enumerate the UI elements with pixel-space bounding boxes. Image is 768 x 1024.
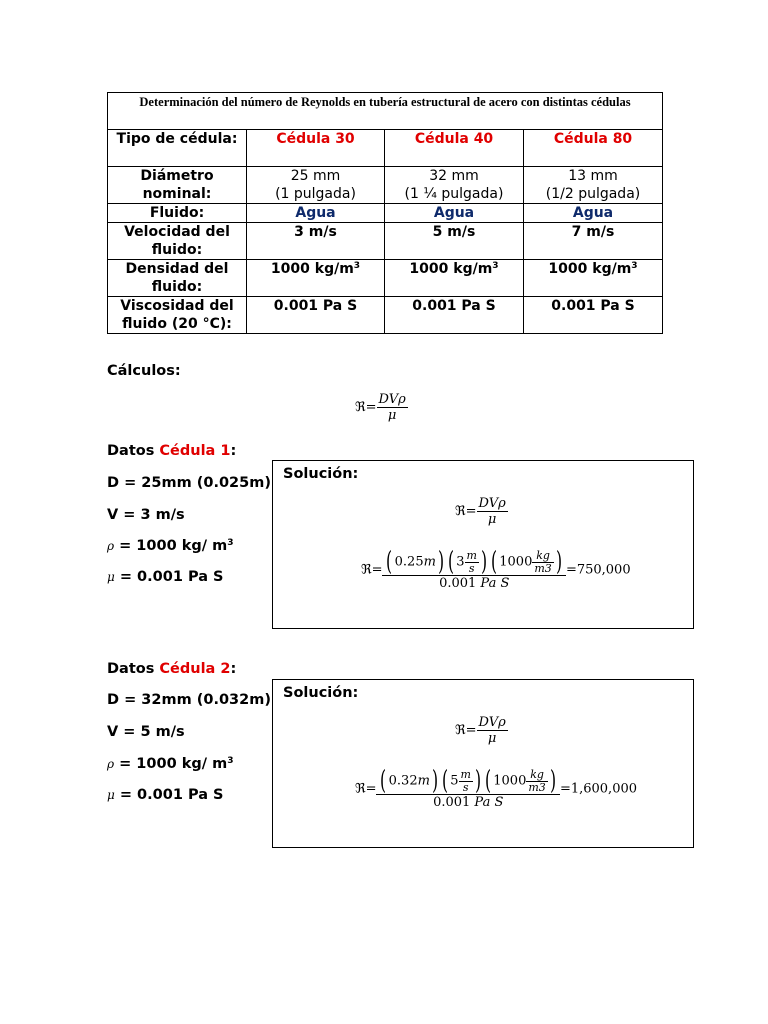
formula-numerator: DVρ <box>478 715 506 730</box>
calc-result: =1,600,000 <box>559 781 638 797</box>
cell-viscosidad-1: 0.001 Pa S <box>247 297 385 334</box>
diametro-value: 25 mm <box>290 168 341 184</box>
datos-v-2: V = 5 m/s <box>107 724 185 740</box>
formula-denominator: μ <box>477 730 508 746</box>
densidad-value: 1000 kg/m <box>409 261 493 277</box>
datos-colon: : <box>230 443 237 459</box>
rho-value: 1000 <box>499 554 533 570</box>
rho-symbol: ρ <box>107 539 115 553</box>
rho-value: = 1000 kg/ m <box>114 756 228 772</box>
row-label-tipo: Tipo de cédula: <box>108 130 247 167</box>
d-unit: m <box>423 554 436 570</box>
cell-tipo-3: Cédula 80 <box>524 130 663 167</box>
datos-cedula: Cédula 1 <box>159 443 231 459</box>
datos-d-1: D = 25mm (0.025m) <box>107 475 271 491</box>
datos-v-1: V = 3 m/s <box>107 507 185 523</box>
calc-numerator: ( 0.25m) ( 3 $\frac{m}{s}$ ) ( 1000 $\frac{kg}{m3}$ ) <box>386 547 562 577</box>
row-label-velocidad: Velocidad del fluido: <box>108 223 247 260</box>
rho-unit <box>526 769 547 794</box>
datos-prefix: Datos <box>107 661 160 677</box>
rho-value: = 1000 kg/ m <box>114 538 228 554</box>
datos-cedula: Cédula 2 <box>159 661 231 677</box>
cell-densidad-2 <box>385 260 524 297</box>
v-unit <box>459 769 473 794</box>
datos-prefix: Datos <box>107 443 160 459</box>
densidad-exponent: 3 <box>631 261 638 271</box>
v-unit-den: s <box>465 562 479 575</box>
row-label-diametro: Diámetro nominal: <box>108 167 247 204</box>
calc-denominator <box>382 575 565 591</box>
datos-heading-2 <box>107 661 236 677</box>
equals-sign: = <box>465 504 477 519</box>
den-unit: Pa S <box>474 795 504 810</box>
solucion-box-2 <box>272 679 694 848</box>
den-value: 0.001 <box>439 576 477 591</box>
diametro-value: 32 mm <box>429 168 479 184</box>
densidad-exponent: 3 <box>353 261 361 271</box>
d-unit: m <box>417 773 430 789</box>
rho-exponent: 3 <box>227 756 234 766</box>
equals-sign: = <box>465 723 477 738</box>
table-title: Determinación del número de Reynolds en tubería estructural de acero con distintas cédulas <box>108 93 663 130</box>
cell-fluido-1: Agua <box>247 204 385 223</box>
formula-numerator: DVρ <box>478 496 506 511</box>
cell-tipo-2: Cédula 40 <box>385 130 524 167</box>
calculos-heading: Cálculos: <box>107 363 181 379</box>
solucion-calc-1 <box>361 549 631 591</box>
rho-value: 1000 <box>493 773 527 789</box>
reynolds-symbol: ℜ <box>355 400 366 415</box>
cell-velocidad-1: 3 m/s <box>247 223 385 260</box>
datos-heading-1 <box>107 443 236 459</box>
rho-unit-num: kg <box>530 767 544 781</box>
equals-sign: = <box>365 400 377 415</box>
solucion-calc-2 <box>355 768 637 810</box>
d-value: 0.32 <box>388 773 418 789</box>
datos-mu-2 <box>107 787 224 803</box>
v-unit-num: m <box>460 767 471 781</box>
calc-denominator <box>376 794 559 810</box>
solucion-heading-1: Solución: <box>283 466 359 482</box>
calc-result: =750,000 <box>565 562 631 578</box>
formula-denominator: μ <box>477 511 508 527</box>
rho-unit-den: m3 <box>534 561 552 575</box>
reynolds-symbol: ℜ <box>455 723 466 738</box>
mu-symbol: μ <box>107 570 115 584</box>
cell-velocidad-2: 5 m/s <box>385 223 524 260</box>
mu-symbol: μ <box>107 788 115 802</box>
solucion-box-1 <box>272 460 694 629</box>
calc-fraction <box>376 768 559 810</box>
datos-mu-1 <box>107 569 224 585</box>
rho-unit <box>532 550 553 575</box>
formula-fraction <box>477 496 508 527</box>
v-unit <box>465 550 479 575</box>
calc-numerator: ( 0.32m) ( 5 $\frac{m}{s}$ ) ( 1000 $\frac{kg}{m3}$ ) <box>380 766 556 796</box>
calc-lhs: ℜ= <box>361 562 383 578</box>
datos-d-2: D = 32mm (0.032m) <box>107 692 271 708</box>
cell-fluido-2: Agua <box>385 204 524 223</box>
cell-densidad-1 <box>247 260 385 297</box>
solucion-heading-2: Solución: <box>283 685 359 701</box>
datos-colon: : <box>230 661 237 677</box>
den-value: 0.001 <box>433 795 471 810</box>
v-value: 5 <box>450 773 459 789</box>
diametro-sub: (1 ¼ pulgada) <box>404 186 504 202</box>
rho-unit-num: kg <box>536 548 550 562</box>
cell-densidad-3 <box>524 260 663 297</box>
densidad-value: 1000 kg/m <box>548 261 632 277</box>
v-value: 3 <box>456 554 465 570</box>
reynolds-table <box>107 92 663 334</box>
reynolds-symbol: ℜ <box>455 504 466 519</box>
row-label-fluido: Fluido: <box>108 204 247 223</box>
calc-lhs: ℜ= <box>355 781 377 797</box>
formula-fraction <box>377 392 408 423</box>
formula-fraction <box>477 715 508 746</box>
row-label-viscosidad: Viscosidad del fluido (20 °C): <box>108 297 247 334</box>
cell-diametro-2 <box>385 167 524 204</box>
densidad-exponent: 3 <box>492 261 499 271</box>
rho-unit-den: m3 <box>528 780 546 794</box>
diametro-sub: (1/2 pulgada) <box>545 186 641 202</box>
formula-numerator: DVρ <box>378 392 406 407</box>
v-unit-num: m <box>466 548 477 562</box>
mu-value: = 0.001 Pa S <box>114 569 224 585</box>
cell-velocidad-3: 7 m/s <box>524 223 663 260</box>
cell-diametro-1 <box>247 167 385 204</box>
cell-fluido-3: Agua <box>524 204 663 223</box>
densidad-value: 1000 kg/m <box>270 261 354 277</box>
den-unit: Pa S <box>480 576 510 591</box>
cell-diametro-3 <box>524 167 663 204</box>
diametro-value: 13 mm <box>568 168 618 184</box>
cell-viscosidad-2: 0.001 Pa S <box>385 297 524 334</box>
datos-rho-2 <box>107 756 233 772</box>
d-value: 0.25 <box>394 554 424 570</box>
formula-denominator: μ <box>377 407 408 423</box>
solucion-formula-2 <box>455 715 508 746</box>
mu-value: = 0.001 Pa S <box>114 787 224 803</box>
rho-symbol: ρ <box>107 757 115 771</box>
diametro-sub: (1 pulgada) <box>275 186 356 202</box>
cell-tipo-1: Cédula 30 <box>247 130 385 167</box>
calc-fraction <box>382 549 565 591</box>
row-label-densidad: Densidad del fluido: <box>108 260 247 297</box>
v-unit-den: s <box>459 781 473 794</box>
rho-exponent: 3 <box>227 538 234 548</box>
solucion-formula-1 <box>455 496 508 527</box>
cell-viscosidad-3: 0.001 Pa S <box>524 297 663 334</box>
reynolds-formula <box>355 392 408 423</box>
datos-rho-1 <box>107 538 233 554</box>
